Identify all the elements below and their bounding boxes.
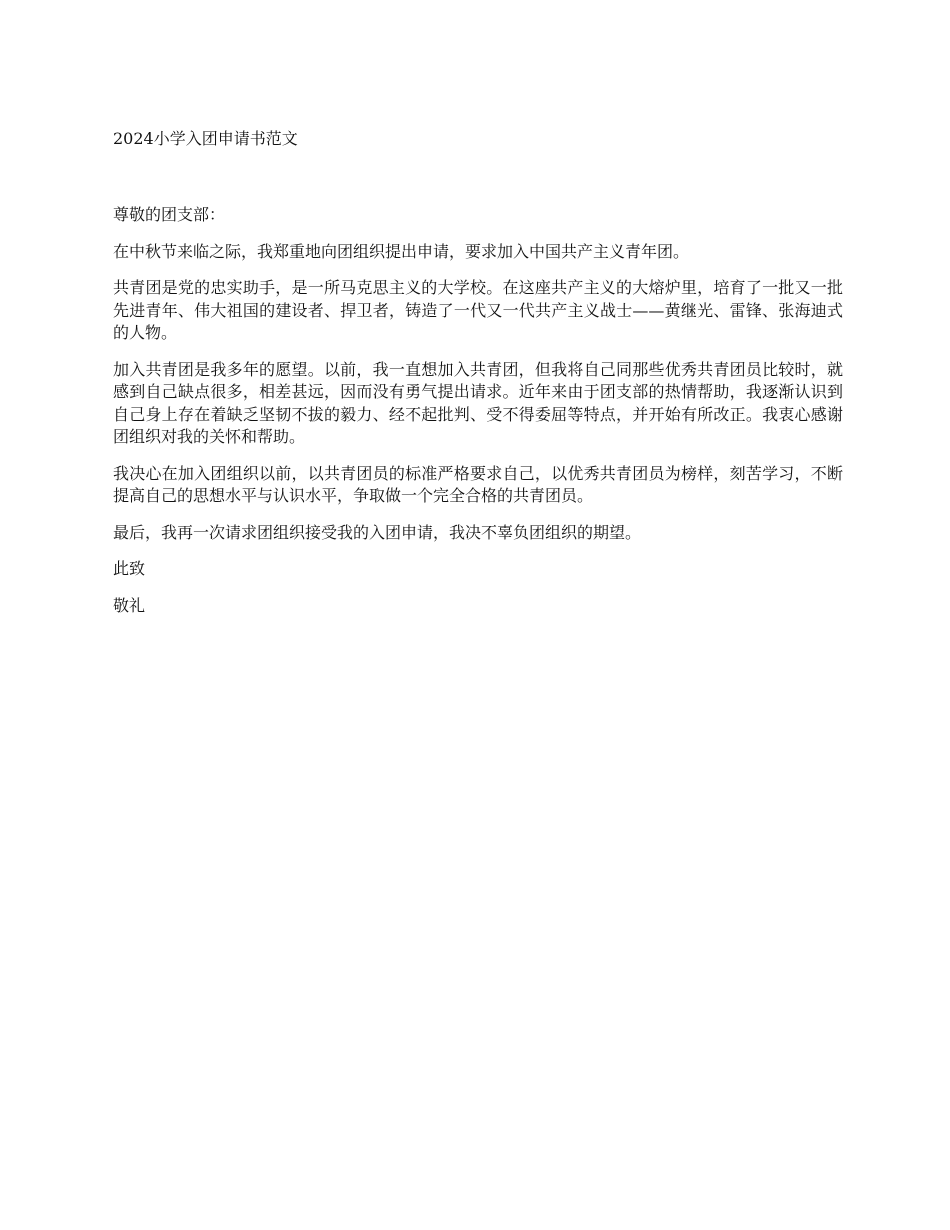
body-paragraph-4: 我决心在加入团组织以前，以共青团员的标准严格要求自己，以优秀共青团员为榜样，刻苦学习，不断提高自己的思想水平与认识水平，争取做一个完全合格的共青团员。 bbox=[113, 463, 843, 505]
salutation: 尊敬的团支部： bbox=[113, 205, 226, 224]
closing-line-2: 敬礼 bbox=[113, 595, 146, 615]
document-page bbox=[113, 128, 843, 631]
body-paragraph-1: 在中秋节来临之际，我郑重地向团组织提出申请，要求加入中国共产主义青年团。 bbox=[113, 241, 690, 261]
closing-line-1: 此致 bbox=[113, 559, 146, 578]
body-paragraph-3: 加入共青团是我多年的愿望。以前，我一直想加入共青团，但我将自己同那些优秀共青团员比较时，就感到自己缺点很多，相差甚远，因而没有勇气提出请求。近年来由于团支部的热情帮助，我逐渐认识到自己身上存在着缺乏坚韧不拔的毅力、经不起批判、受不得委屈等特点，并开始有所改正。我衷心感谢团组织对我的关怀和帮助。 bbox=[113, 359, 843, 446]
document-title: 2024小学入团申请书范文 bbox=[113, 129, 298, 148]
body-paragraph-2: 共青团是党的忠实助手，是一所马克思主义的大学校。在这座共产主义的大熔炉里，培育了一批又一批先进青年、伟大祖国的建设者、捍卫者，铸造了一代又一代共产主义战士——黄继光、雷锋、张海迪式的人物。 bbox=[113, 278, 843, 342]
body-paragraph-5: 最后，我再一次请求团组织接受我的入团申请，我决不辜负团组织的期望。 bbox=[113, 522, 642, 542]
